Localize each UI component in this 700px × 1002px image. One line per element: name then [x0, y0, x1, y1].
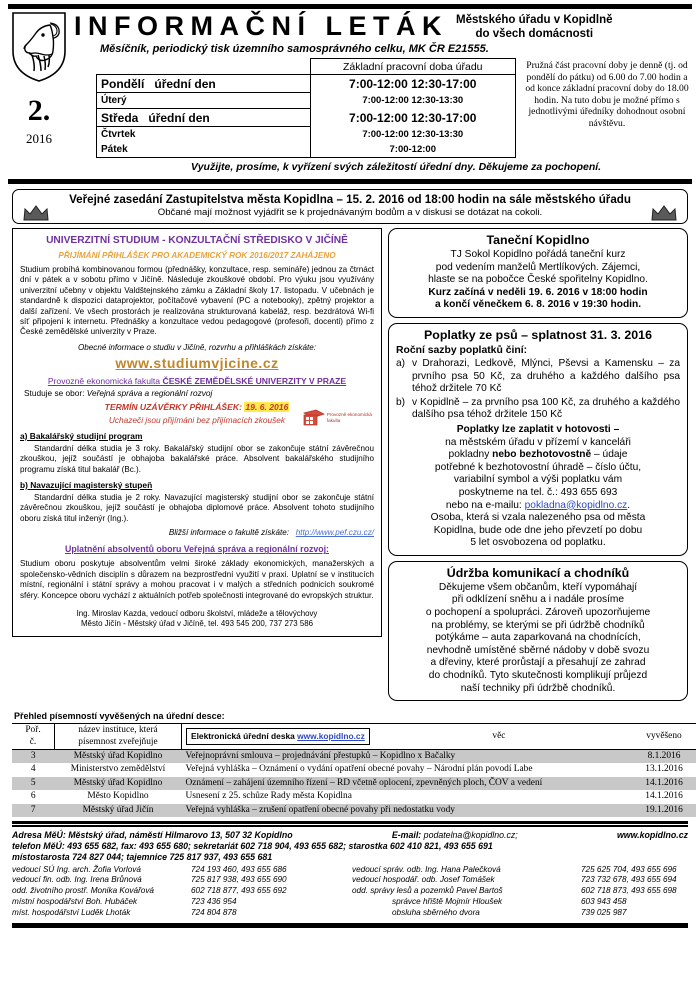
road-line-7: a dřeviny, které prorůstají a přesahují ze zahrad	[430, 657, 646, 669]
flexible-hours-note: Pružná část pracovní doby je denně (tj. od pondělí do pátku) od 6.00 do 7.00 hodin a od konce základní pracovní doby do 18.00 hodin. Na tuto dobu je možné přímo s jednotlivými úředníky dohodnout osobní návštěvu.	[525, 60, 689, 129]
row-institution: Město Kopidlno	[87, 791, 149, 802]
footer-rule-bottom	[12, 923, 688, 928]
header-institution: název instituce, která písemnost zveřejňuje	[55, 724, 182, 750]
staff-phone-right: 602 718 873, 493 655 698	[581, 886, 677, 896]
hours-row-friday	[97, 142, 516, 158]
hours-day-tuesday: Úterý	[97, 93, 311, 109]
row-institution: Městský úřad Kopidlno	[55, 777, 182, 790]
hours-row-tuesday	[97, 93, 516, 109]
list-item	[396, 358, 680, 396]
footer-web[interactable]: www.kopidlno.cz	[616, 830, 688, 841]
table-row[interactable]	[12, 777, 696, 790]
row-posted: 14.1.2016	[645, 791, 683, 802]
found-dog-line1: Osoba, která si vzala nalezeného psa od města	[430, 512, 646, 524]
office-hours-table	[96, 58, 516, 158]
footer-rule-top	[12, 821, 688, 824]
staff-name-left: vedoucí SÚ Ing. arch. Žofia Vorlová	[12, 864, 141, 874]
cashless-post: – údaje	[591, 449, 628, 461]
content-columns	[12, 228, 688, 706]
row-order: 5	[12, 777, 55, 790]
dog-fee-text-b: v Kopidlně – za prvního psa 100 Kč, za druhého a každého dalšího psa téhož držitele 150 Kč	[412, 396, 680, 421]
staff-phone-right: 725 625 704, 493 655 696	[581, 864, 677, 874]
row-posted: 13.1.2016	[645, 764, 683, 775]
footer-address: Adresa MěÚ: Městský úřad, náměstí Hilmarovo 13, 507 32 Kopidlno	[12, 830, 293, 841]
kopidlno-website-link[interactable]: www.kopidlno.cz	[297, 730, 365, 741]
dance-heading: Taneční Kopidlno	[486, 233, 590, 247]
staff-row	[12, 875, 688, 886]
university-info-lead: Obecné informace o studiu v Jičíně, rozvrhu a přihláškách získáte:	[78, 342, 316, 352]
hours-day-monday: Pondělí úřední den	[97, 75, 311, 93]
pokladna-email-link[interactable]: pokladna@kopidlno.cz	[524, 499, 628, 511]
row-subject: Oznámení – zahájení územního řízení – RD včetně oplocení, zpevněných ploch, ČOV a vedení	[182, 777, 633, 790]
crown-icon	[651, 205, 677, 221]
staff-phone-left: 724 193 460, 493 655 686	[191, 864, 287, 874]
office-hours-header-row	[97, 59, 516, 75]
university-subheading: PŘIJÍMÁNÍ PŘIHLÁŠEK PRO AKADEMICKÝ ROK 2016/2017 ZAHÁJENO	[58, 251, 336, 260]
staff-row	[12, 886, 688, 897]
hours-time-tuesday: 7:00-12:00 12:30-13:30	[310, 93, 516, 109]
dog-fees-heading: Poplatky ze psů – splatnost 31. 3. 2016	[424, 327, 652, 342]
masthead	[8, 9, 692, 175]
masthead-bottom-rule	[8, 179, 692, 184]
staff-name-right: vedoucí správ. odb. Ing. Hana Palečková	[352, 864, 501, 874]
road-line-6: nevhodně umístěné sběrné nádoby v době svozu	[426, 644, 650, 656]
row-order: 7	[12, 804, 55, 817]
faculty-name-prefix: Provozně ekonomická fakulta	[47, 375, 161, 386]
pef-logo-icon	[303, 408, 325, 428]
faculty-name-main: ČESKÉ ZEMĚDĚLSKÉ UNIVERZITY V PRAZE	[162, 375, 347, 386]
hours-time-friday: 7:00-12:00	[310, 142, 516, 158]
pef-logo	[303, 408, 372, 428]
graduates-text: Studium oboru poskytuje absolventům velmi široké základy ekonomických, manažerských a společensko-vědních disciplín s důrazem na bezprostřední využití v praxi. Uplatní se v institucích místní, regionální i státní správy a mohou pracovat i v malých a středních podnicích soukromé sféry. Koncepce oboru vychází z aktuálních potřeb společnosti integrované do evropských struktur.	[20, 559, 374, 600]
row-order: 3	[12, 750, 55, 764]
electronic-notice-board[interactable]	[186, 728, 370, 745]
page-title: INFORMAČNÍ LETÁK	[74, 11, 448, 41]
row-institution: Městský úřad Jičín	[55, 804, 182, 817]
staff-phone-left: 602 718 877, 493 655 692	[191, 886, 287, 896]
staff-name-right: odd. správy lesů a pozemků Pavel Bartoš	[352, 886, 503, 896]
study-field-line	[24, 388, 374, 398]
row-subject: Veřejná vyhláška – Oznámení o vydání opatření obecné povahy – Národní plán povodí Labe	[185, 764, 533, 775]
staff-row	[12, 897, 688, 908]
dog-fee-marker-a: a)	[396, 357, 406, 369]
road-line-4: na problémy, se kterými se při údržbě chodníků	[431, 619, 645, 631]
hours-row-wednesday	[97, 109, 516, 127]
header-subject	[182, 724, 633, 750]
footer-email-value[interactable]: podatelna@kopidlno.cz;	[423, 830, 518, 841]
study-field-value: Veřejná správa a regionální rozvoj	[86, 387, 213, 398]
crown-icon	[23, 205, 49, 221]
no-entrance-exams-note: Uchazeči jsou přijímáni bez přijímacích zkoušek	[108, 414, 286, 425]
road-line-5: potýkáme – auta zaparkovaná na chodnících,	[435, 632, 641, 644]
staff-phone-left: 723 436 954	[191, 897, 237, 907]
dance-line3: hlaste se na pobočce České spořitelny Kopidlno.	[428, 274, 648, 286]
masthead-subtitle-line1: Městského úřadu v Kopidlně	[455, 14, 613, 26]
signature-line1: Ing. Miroslav Kazda, vedoucí odboru školství, mládeže a tělovýchovy	[76, 608, 318, 618]
cashless-pre: pokladny	[448, 449, 493, 461]
study-field-label: Studuje se obor:	[24, 387, 85, 398]
cash-payment-phone: poskytneme na tel. č.: 493 655 693	[458, 486, 618, 498]
header-posted-date: vyvěšeno	[632, 724, 696, 750]
studiumvjicine-link[interactable]: www.studiumvjicine.cz	[115, 354, 279, 371]
banner-headline: Veřejné zasedání Zastupitelstva města Kopidlna – 15. 2. 2016 od 18:00 hodin na sále městského úřadu	[69, 193, 631, 206]
staff-phone-left: 724 804 878	[191, 907, 237, 917]
graduates-heading: Uplatnění absolventů oboru Veřejná správa a regionální rozvoj:	[65, 544, 329, 555]
university-heading: UNIVERZITNÍ STUDIUM - KONZULTAČNÍ STŘEDISKO V JIČÍNĚ	[46, 235, 348, 246]
table-row[interactable]	[12, 790, 696, 803]
program-a-label: a) Bakalářský studijní program	[20, 430, 143, 441]
university-intro: Studium probíhá kombinovanou formou (přednášky, konzultace, resp. semináře) jednou za čtrnáct dní v pátek a v sobotu přímo v Jičíně. Následuje zkouškové období. Pro výuku jsou využívány univerzitní učebny v objektu Valdštejnského zámku a Základní školy 17. listopadu. V učebnách je standardně k dispozici dataprojektor, počítačové vybavení (PC a notebooky), zpětný projektor a další zařízení. Ve všech prostorách je realizována strukturovaná kabeláž, resp. bezdrátová Wi-fi síť připojení k internetu. Přednášky a konzultace vedou pedagogové (profesoři, docenti) přímo z České zemědělské univerzity v Praze.	[20, 265, 374, 337]
office-hours-block	[96, 58, 516, 158]
office-hours-header: Základní pracovní doba úřadu	[310, 59, 516, 75]
council-meeting-banner	[12, 189, 688, 224]
notices-table	[12, 723, 696, 817]
found-dog-line3: 5 let osvobozena od poplatku.	[470, 537, 606, 549]
cash-payment-heading: Poplatky lze zaplatit v hotovosti –	[456, 423, 620, 435]
header-subject-label: věc	[492, 730, 506, 741]
pef-logo-line1: Provozně ekonomická	[326, 411, 372, 417]
road-maintenance-box	[388, 561, 688, 701]
found-dog-line2: Kopidlna, bude ode dne jeho převzetí po dobu	[433, 524, 643, 536]
footer-email-label: E-mail:	[391, 830, 422, 841]
email-prefix: nebo na e-mailu:	[445, 499, 525, 511]
footer-address-row	[12, 830, 688, 841]
deadline-value: 19. 6. 2016	[245, 401, 289, 412]
notices-intro: Přehled písemností vyvěšených na úřední desce:	[14, 711, 225, 722]
road-maintenance-heading: Údržba komunikací a chodníků	[446, 565, 630, 580]
hours-row-monday	[97, 75, 516, 93]
table-row[interactable]	[12, 763, 696, 776]
header-order-number: Poř. č.	[12, 724, 55, 750]
periodical-info: Měsíčník, periodický tisk územního samosprávného celku, MK ČR E21555.	[100, 43, 489, 55]
hours-row-thursday	[97, 127, 516, 143]
masthead-subtitle-line2: do všech domácnosti	[475, 28, 594, 40]
pef-logo-line2: fakulta	[326, 417, 341, 423]
staff-phone-right: 739 025 987	[581, 907, 627, 917]
dog-fees-box	[388, 323, 688, 556]
hours-day-wednesday: Středa úřední den	[97, 109, 311, 127]
road-line-8: do chodníků. Tyto skutečnosti komplikují průjezd	[428, 670, 648, 682]
dog-fee-marker-b: b)	[396, 396, 406, 408]
signature-line2: Město Jičín - Městský úřad v Jičíně, tel. 493 545 200, 737 273 586	[80, 619, 314, 629]
banner-subtext: Občané mají možnost vyjádřit se k projednávaným bodům a v diskusi se dotázat na cokoli.	[157, 207, 543, 218]
faculty-line	[20, 376, 374, 386]
right-column	[388, 228, 688, 706]
row-order: 6	[30, 791, 36, 802]
staff-row	[12, 865, 688, 876]
row-institution: Městský úřad Kopidlno	[55, 750, 182, 764]
goat-head-crest-icon	[10, 11, 68, 83]
program-b-text: Standardní délka studia je 2 roky. Navazující magisterský studijní obor se zakončuje státní závěrečnou zkouškou, jejíž součástí je obhajoba diplomové práce. Absolvent tohoto studijního oboru získá titul inženýr (Ing.).	[20, 493, 374, 523]
masthead-subtitle	[448, 11, 613, 41]
program-b-label: b) Navazující magisterský stupeň	[20, 480, 153, 491]
hours-time-thursday: 7:00-12:00 12:30-13:30	[310, 127, 516, 143]
cash-payment-line4: variabilní symbol a výši poplatku vám	[453, 474, 623, 486]
dance-line1: TJ Sokol Kopidlno pořádá taneční kurz	[450, 249, 626, 260]
staff-phone-right: 603 943 458	[581, 897, 627, 907]
staff-name-right: vedoucí hospodář. odb. Josef Tomášek	[352, 875, 495, 885]
more-info-line	[20, 528, 374, 537]
cash-payment-email-line	[396, 500, 680, 513]
footer-rule-top2	[12, 825, 688, 827]
staff-name-left: vedoucí fin. odb. Ing. Irena Brůnová	[12, 875, 142, 885]
row-institution: Ministerstvo zemědělství	[70, 764, 166, 775]
dance-end-info: a končí věnečkem 6. 8. 2016 v 19:30 hodin.	[434, 299, 642, 311]
footer-phones: telefon MěÚ: 493 655 682, fax: 493 655 680; sekretariát 602 718 904, 493 655 682; starostka 602 410 821, 493 655 691	[12, 841, 493, 852]
list-item	[396, 397, 680, 422]
article-signature	[20, 609, 374, 630]
footer-staff-table	[12, 865, 688, 919]
footer-deputy-phones: místostarosta 724 827 044; tajemnice 725 817 937, 493 655 681	[12, 852, 273, 863]
row-subject: Veřejnoprávní smlouva – projednávání přestupků – Kopidlno x Bačalky	[182, 750, 633, 764]
staff-name-right: obsluha sběrného dvora	[392, 907, 480, 917]
footer-email-group	[392, 830, 518, 841]
newsletter-page	[0, 4, 700, 1002]
more-info-label: Bližší informace o fakultě získáte:	[168, 528, 289, 538]
cashless-bold: nebo bezhotovostně	[492, 449, 592, 461]
program-a-text: Standardní délka studia je 3 roky. Bakalářský studijní obor se zakončuje státní závěrečnou zkouškou, jejíž součástí je obhajoba bakalářské práce. Absolvent bakalářského studijního programu získá titul bakalář (Bc.).	[20, 443, 374, 474]
issue-number: 2.	[27, 94, 51, 127]
cash-payment-line2	[396, 449, 680, 462]
university-article	[12, 228, 382, 637]
use-office-days-note: Využijte, prosíme, k vyřízení svých záležitostí úřední dny. Děkujeme za pochopení.	[190, 161, 602, 173]
crest-block	[8, 11, 70, 147]
table-row[interactable]	[12, 804, 696, 817]
staff-name-left: odd. životního prostř. Monika Kovářová	[12, 886, 154, 896]
staff-phone-left: 725 817 938, 493 655 690	[191, 875, 287, 885]
staff-row	[12, 908, 688, 919]
notices-header-row	[12, 724, 696, 750]
dance-course-box	[388, 228, 688, 318]
issue-year: 2016	[26, 131, 52, 146]
staff-phone-right: 723 732 678, 493 655 694	[581, 875, 677, 885]
dog-fee-text-a: v Drahorazi, Ledkově, Mlýnci, Pševsi a Kamensku – za prvního psa 50 Kč, za druhého a každého dalšího psa téhož držitele 70 Kč	[412, 357, 680, 395]
footer	[12, 830, 688, 919]
row-posted: 8.1.2016	[632, 750, 696, 764]
row-order: 4	[30, 764, 36, 775]
hours-time-monday: 7:00-12:00 12:30-17:00	[310, 75, 516, 93]
staff-name-left: míst. hospodářství Luděk Lhoták	[12, 907, 131, 917]
road-line-3: o pochopení a spolupráci. Zároveň upozorňujeme	[425, 607, 651, 619]
row-posted: 14.1.2016	[632, 777, 696, 790]
deadline-label: TERMÍN UZÁVĚRKY PŘIHLÁŠEK:	[104, 401, 242, 412]
pef-website-link[interactable]: http://www.pef.czu.cz/	[295, 528, 374, 538]
staff-name-left: místní hospodářství Boh. Hubáček	[12, 897, 138, 907]
row-posted: 19.1.2016	[632, 804, 696, 817]
hours-day-thursday: Čtvrtek	[97, 127, 311, 143]
masthead-main	[70, 11, 692, 175]
cash-payment-line3: potřebné k bezhotovostní úhradě – číslo účtu,	[434, 461, 642, 473]
road-line-9: naší techniky při údržbě chodníků.	[460, 682, 616, 694]
edesk-label: Elektronická úřední deska	[191, 730, 295, 741]
dog-fees-list	[396, 358, 680, 422]
road-line-1: Děkujeme všem občanům, kteří vypomáhají	[438, 581, 638, 593]
table-row[interactable]	[12, 750, 696, 764]
staff-name-right: správce hřiště Mojmír Hloušek	[392, 897, 503, 907]
dog-fees-rates-label: Roční sazby poplatků činí:	[396, 344, 528, 356]
email-suffix: .	[627, 499, 631, 511]
cash-payment-line1: na městském úřadu v přízemí v kanceláři	[445, 436, 631, 448]
dance-start-info: Kurz začíná v neděli 19. 6. 2016 v 18:00 hodin	[428, 286, 648, 298]
row-subject: Usnesení z 25. schůze Rady města Kopidlna	[185, 791, 352, 802]
dance-line2: pod vedením manželů Mertlíkových. Zájemci,	[435, 261, 641, 273]
hours-time-wednesday: 7:00-12:00 12:30-17:00	[310, 109, 516, 127]
hours-day-friday: Pátek	[97, 142, 311, 158]
left-column	[12, 228, 382, 706]
row-subject: Veřejná vyhláška – zrušení opatření obecné povahy při nedostatku vody	[182, 804, 633, 817]
road-line-2: při odklízení sněhu a i nadále prosíme	[451, 594, 625, 606]
